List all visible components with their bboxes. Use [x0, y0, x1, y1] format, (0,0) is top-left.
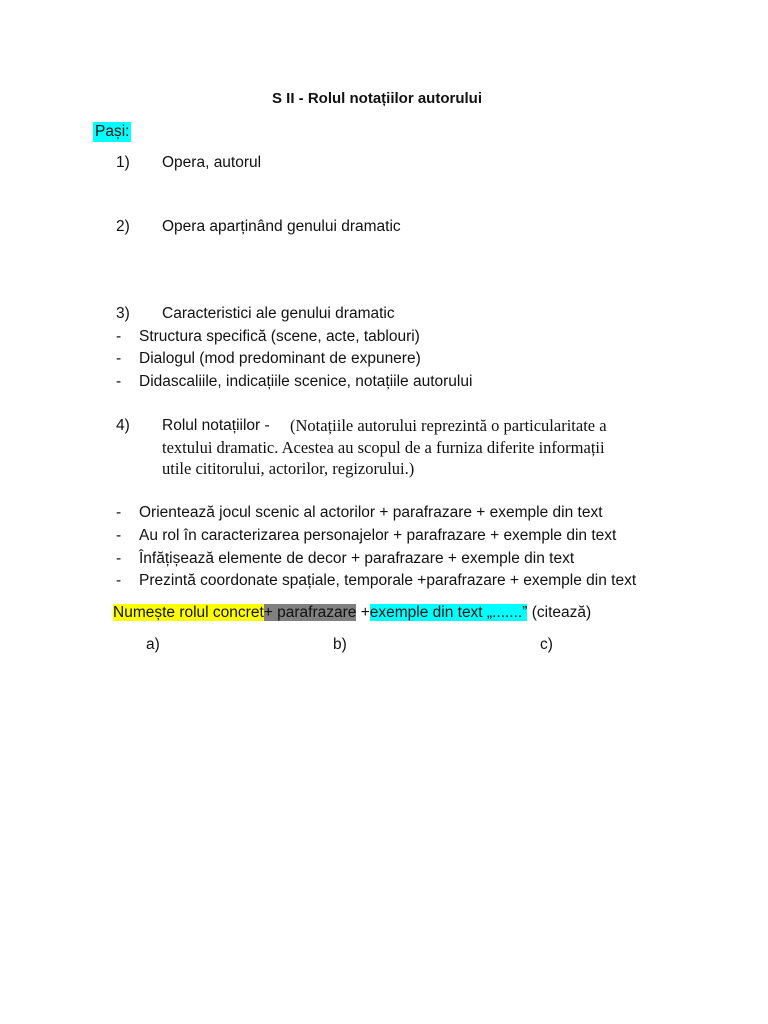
list-dash: - [116, 527, 122, 544]
page-title: S II - Rolul notațiilor autorului [272, 90, 482, 107]
step-text: Opera aparținând genului dramatic [162, 218, 401, 235]
list-dash: - [116, 550, 122, 567]
list-item: Structura specifică (scene, acte, tablouri) [139, 328, 420, 345]
step-number: 1) [116, 154, 130, 171]
instruction-cite: (citează) [527, 604, 592, 621]
list-item: Dialogul (mod predominant de expunere) [139, 350, 421, 367]
list-item: Au rol în caracterizarea personajelor + parafrazare + exemple din text [139, 527, 617, 544]
role-note-line: textului dramatic. Acestea au scopul de a furniza diferite informații [162, 438, 605, 457]
list-dash: - [116, 350, 122, 367]
instruction-plus: + [356, 604, 370, 621]
answer-label-a: a) [146, 636, 160, 653]
list-item: Înfățișează elemente de decor + parafrazare + exemple din text [139, 550, 575, 567]
instruction-highlight-yellow: Numește rolul concret [113, 604, 264, 621]
list-item: Didascaliile, indicațiile scenice, notațiile autorului [139, 373, 473, 390]
steps-label: Pași: [95, 123, 130, 140]
list-item: Prezintă coordonate spațiale, temporale +parafrazare + exemple din text [139, 572, 637, 589]
step-text: Opera, autorul [162, 154, 262, 171]
step-text: Rolul notațiilor - [162, 417, 270, 434]
step-number: 4) [116, 417, 130, 434]
step-text: Caracteristici ale genului dramatic [162, 305, 395, 322]
list-dash: - [116, 504, 122, 521]
step-number: 2) [116, 218, 130, 235]
role-note-line: utile cititorului, actorilor, regizorului.) [162, 459, 415, 478]
answer-label-c: c) [540, 636, 553, 653]
step-number: 3) [116, 305, 130, 322]
list-item: Orientează jocul scenic al actorilor + parafrazare + exemple din text [139, 504, 603, 521]
list-dash: - [116, 373, 122, 390]
instruction-highlight-cyan: exemple din text „.......” [369, 604, 528, 621]
list-dash: - [116, 572, 122, 589]
list-dash: - [116, 328, 122, 345]
role-note-line: (Notațiile autorului reprezintă o particularitate a [290, 416, 607, 435]
instruction-highlight-gray: + parafrazare [263, 604, 357, 621]
answer-label-b: b) [333, 636, 347, 653]
instruction-line [113, 603, 591, 623]
